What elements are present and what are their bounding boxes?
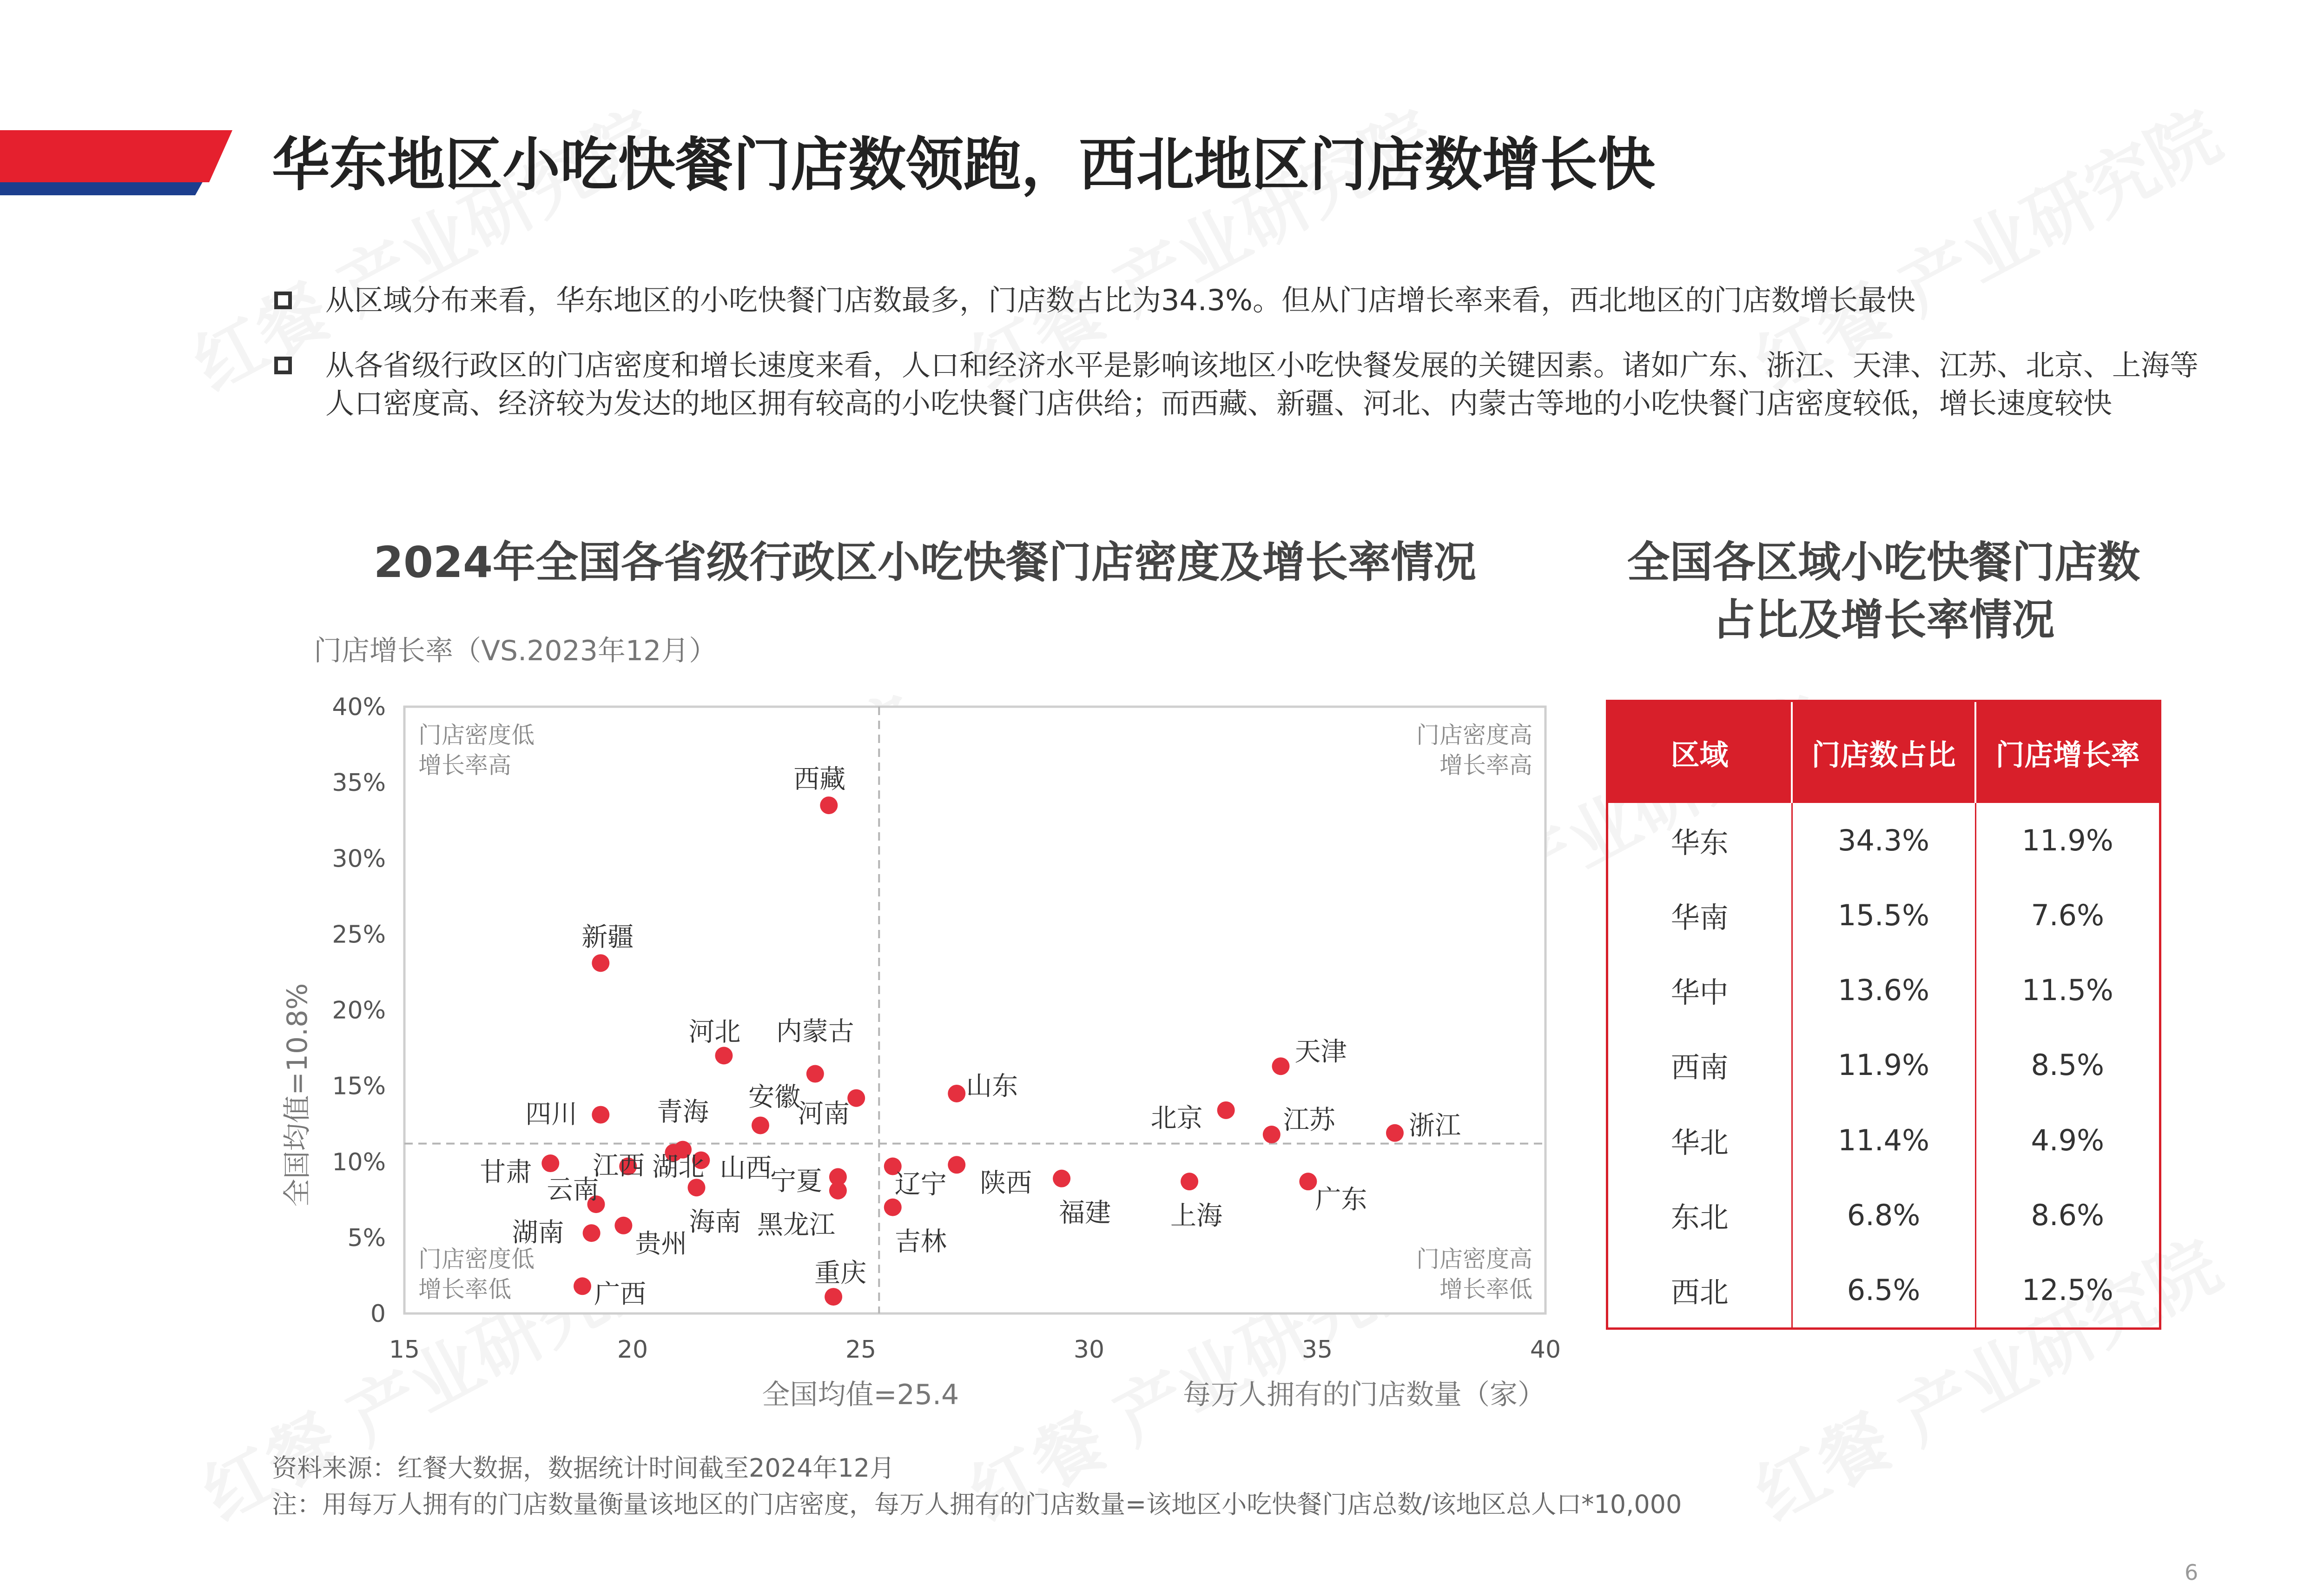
x-tick-label: 15 bbox=[389, 1336, 420, 1364]
table-cell: 11.9% bbox=[2021, 823, 2113, 858]
data-point-四川 bbox=[592, 1106, 609, 1124]
y-tick-label: 15% bbox=[332, 1072, 386, 1101]
data-point-福建 bbox=[1053, 1170, 1070, 1187]
x-tick-label: 40 bbox=[1530, 1336, 1561, 1364]
data-point-天津 bbox=[1272, 1057, 1289, 1075]
point-label: 新疆 bbox=[581, 922, 634, 953]
data-point-广西 bbox=[574, 1277, 591, 1295]
table-header-cell: 区域 bbox=[1608, 702, 1792, 803]
y-tick-label: 25% bbox=[332, 921, 386, 949]
y-tick-label: 35% bbox=[332, 769, 386, 797]
table-cell: 6.5% bbox=[1792, 1253, 1975, 1327]
point-label: 湖南 bbox=[512, 1218, 564, 1248]
table-title-line: 全国各区域小吃快餐门店数 bbox=[1627, 537, 2140, 587]
table-cell: 7.6% bbox=[2031, 898, 2104, 933]
table-cell: 12.5% bbox=[2021, 1273, 2113, 1307]
x-tick-label: 20 bbox=[617, 1336, 648, 1364]
table-cell: 13.6% bbox=[1792, 953, 1975, 1028]
point-label: 福建 bbox=[1059, 1198, 1111, 1228]
table-cell: 11.5% bbox=[2021, 973, 2113, 1008]
page-number: 6 bbox=[2185, 1560, 2199, 1585]
y-tick-label: 0 bbox=[370, 1300, 386, 1328]
x-axis-title: 每万人拥有的门店数量（家） bbox=[1183, 1379, 1545, 1411]
point-label: 宁夏 bbox=[770, 1166, 822, 1197]
point-label: 西藏 bbox=[793, 764, 846, 795]
table-cell: 华北 bbox=[1608, 1103, 1792, 1178]
data-point-内蒙古 bbox=[806, 1065, 824, 1083]
point-label: 辽宁 bbox=[894, 1169, 947, 1200]
table-cell: 华南 bbox=[1608, 878, 1792, 953]
data-point-广东 bbox=[1299, 1173, 1317, 1190]
bullet-text: 从各省级行政区的门店密度和增长速度来看，人口和经济水平是影响该地区小吃快餐发展的关键因素。诸如广东、浙江、天津、江苏、北京、上海等人口密度高、经济较为发达的地区拥有较高的小吃快餐门店供给；而西藏、新疆、河北、内蒙古等地的小吃快餐门店密度较低，增长速度较快 bbox=[325, 348, 2199, 420]
table-row bbox=[1608, 803, 2159, 878]
data-point-北京 bbox=[1217, 1101, 1235, 1119]
data-point-江苏 bbox=[1263, 1126, 1281, 1143]
table-row bbox=[1608, 953, 2159, 1028]
y-tick-label: 30% bbox=[332, 845, 386, 873]
table-row bbox=[1608, 1028, 2159, 1102]
point-label: 山东 bbox=[966, 1071, 1018, 1101]
table-cell: 11.4% bbox=[1792, 1103, 1975, 1178]
table-cell: 34.3% bbox=[1792, 803, 1975, 878]
y-tick-label: 5% bbox=[347, 1224, 386, 1252]
table-cell: 8.6% bbox=[2031, 1198, 2104, 1232]
data-point-甘肃 bbox=[541, 1154, 559, 1172]
point-label: 四川 bbox=[525, 1099, 578, 1130]
quadrant-label: 增长率高 bbox=[418, 752, 511, 779]
data-point-安徽 bbox=[752, 1116, 769, 1134]
bullet-item bbox=[274, 346, 2203, 423]
header-accent-bar bbox=[0, 130, 232, 195]
square-bullet-icon bbox=[274, 357, 292, 374]
data-point-上海 bbox=[1181, 1173, 1198, 1190]
point-label: 广东 bbox=[1315, 1185, 1367, 1215]
plot-frame bbox=[404, 707, 1545, 1313]
data-point-湖南 bbox=[583, 1224, 601, 1242]
point-label: 河南 bbox=[798, 1099, 850, 1129]
table-header-cell: 门店数占比 bbox=[1792, 702, 1975, 803]
quadrant-label: 增长率低 bbox=[1439, 1276, 1532, 1303]
data-point-新疆 bbox=[592, 954, 609, 972]
data-point-浙江 bbox=[1386, 1124, 1404, 1142]
y-average-label: 全国均值=10.8% bbox=[281, 983, 314, 1207]
data-point-河北 bbox=[715, 1047, 733, 1064]
table-cell: 西北 bbox=[1608, 1253, 1792, 1327]
point-label: 江西 bbox=[593, 1151, 645, 1181]
table-title bbox=[1552, 534, 2215, 649]
x-tick-label: 25 bbox=[845, 1336, 877, 1364]
point-label: 贵州 bbox=[635, 1228, 687, 1259]
y-tick-label: 20% bbox=[332, 996, 386, 1025]
quadrant-label: 门店密度高 bbox=[1416, 722, 1532, 749]
table-header-cell: 门店增长率 bbox=[1975, 702, 2159, 803]
data-point-西藏 bbox=[820, 796, 838, 814]
y-axis-title: 门店增长率（VS.2023年12月） bbox=[314, 635, 717, 667]
data-point-贵州 bbox=[614, 1217, 632, 1234]
table-row bbox=[1608, 1253, 2159, 1327]
point-label: 甘肃 bbox=[480, 1157, 532, 1188]
point-label: 内蒙古 bbox=[776, 1016, 854, 1047]
data-point-吉林 bbox=[884, 1199, 902, 1216]
table-cell: 11.9% bbox=[1792, 1028, 1975, 1102]
table-cell: 4.9% bbox=[2031, 1123, 2104, 1157]
y-tick-label: 40% bbox=[332, 693, 386, 721]
table-cell: 15.5% bbox=[1792, 878, 1975, 953]
point-label: 广西 bbox=[594, 1279, 646, 1310]
accent-red bbox=[0, 130, 232, 182]
quadrant-label: 门店密度低 bbox=[418, 722, 535, 749]
region-table-grid bbox=[1608, 702, 2159, 1327]
table-cell: 8.5% bbox=[2031, 1048, 2104, 1082]
quadrant-label: 增长率高 bbox=[1439, 752, 1532, 779]
plot-area bbox=[404, 707, 1545, 1313]
point-label: 江苏 bbox=[1283, 1105, 1335, 1136]
quadrant-label: 增长率低 bbox=[418, 1276, 511, 1303]
point-label: 陕西 bbox=[980, 1168, 1032, 1199]
table-cell: 华中 bbox=[1608, 953, 1792, 1028]
table-row bbox=[1608, 1178, 2159, 1253]
quadrant-label: 门店密度高 bbox=[1416, 1246, 1532, 1273]
table-cell: 华东 bbox=[1608, 803, 1792, 878]
point-label: 北京 bbox=[1150, 1103, 1203, 1134]
source-note: 资料来源：红餐大数据，数据统计时间截至2024年12月 bbox=[272, 1453, 895, 1483]
point-label: 天津 bbox=[1294, 1037, 1347, 1068]
bullet-item bbox=[274, 281, 2203, 319]
table-cell: 东北 bbox=[1608, 1178, 1792, 1253]
point-label: 浙江 bbox=[1408, 1110, 1461, 1141]
data-point-黑龙江 bbox=[829, 1182, 847, 1200]
table-title-line: 占比及增长率情况 bbox=[1712, 595, 2055, 645]
table-header-row bbox=[1608, 702, 2159, 803]
region-table bbox=[1606, 700, 2161, 1330]
table-row bbox=[1608, 878, 2159, 953]
point-label: 湖北 bbox=[652, 1152, 705, 1183]
square-bullet-icon bbox=[274, 292, 292, 309]
y-tick-label: 10% bbox=[332, 1148, 386, 1176]
x-average-label: 全国均值=25.4 bbox=[762, 1379, 959, 1411]
data-point-陕西 bbox=[948, 1156, 965, 1174]
point-label: 安徽 bbox=[748, 1082, 800, 1113]
point-label: 重庆 bbox=[814, 1258, 867, 1289]
data-point-重庆 bbox=[825, 1288, 842, 1306]
point-label: 海南 bbox=[689, 1207, 741, 1238]
page-title: 华东地区小吃快餐门店数领跑，西北地区门店数增长快 bbox=[272, 132, 1656, 199]
point-label: 黑龙江 bbox=[757, 1210, 835, 1240]
scatter-chart bbox=[0, 604, 1590, 1432]
table-cell: 西南 bbox=[1608, 1028, 1792, 1102]
definition-note: 注：用每万人拥有的门店数量衡量该地区的门店密度，每万人拥有的门店数量=该地区小吃快餐门店总数/该地区总人口*10,000 bbox=[272, 1490, 1682, 1519]
bullet-text: 从区域分布来看，华东地区的小吃快餐门店数最多，门店数占比为34.3%。但从门店增长率来看，西北地区的门店数增长最快 bbox=[325, 283, 1915, 317]
data-point-山东 bbox=[948, 1085, 965, 1102]
chart-title: 2024年全国各省级行政区小吃快餐门店密度及增长率情况 bbox=[373, 537, 1477, 587]
table-row bbox=[1608, 1103, 2159, 1178]
point-label: 云南 bbox=[547, 1175, 599, 1206]
quadrant-label: 门店密度低 bbox=[418, 1246, 535, 1273]
x-tick-label: 30 bbox=[1073, 1336, 1105, 1364]
point-label: 上海 bbox=[1170, 1201, 1223, 1232]
x-tick-label: 35 bbox=[1301, 1336, 1333, 1364]
table-cell: 6.8% bbox=[1792, 1178, 1975, 1253]
point-label: 河北 bbox=[688, 1017, 741, 1048]
point-label: 山西 bbox=[720, 1153, 772, 1184]
point-label: 青海 bbox=[657, 1097, 709, 1127]
point-label: 吉林 bbox=[894, 1227, 947, 1257]
data-point-河南 bbox=[847, 1089, 865, 1107]
